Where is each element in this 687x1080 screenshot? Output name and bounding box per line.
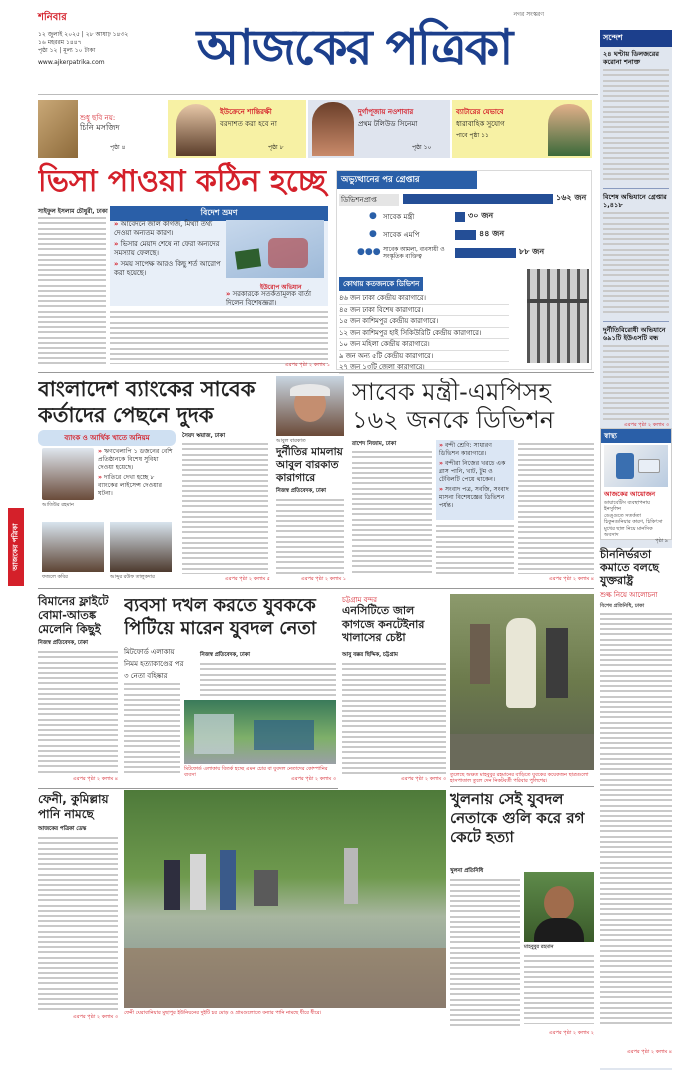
barkat-cont: এরপর পৃষ্ঠা ২ কলাম ১ xyxy=(300,576,346,582)
masthead-edition: নগর সংস্করণ xyxy=(513,11,544,18)
prison-image xyxy=(527,269,589,363)
teaser-strip xyxy=(38,100,590,158)
visa-point-4-text: সরকারকে সতর্কতামূলক বার্তা দিলেন বিশেষজ্ঞরা। xyxy=(226,290,311,307)
bb-point-1: » ঋণখেলাপি ১ ডজনের বেশি প্রতিষ্ঠানকে বিশেষ সুবিধা দেওয়া হয়েছে। xyxy=(98,448,173,471)
health-page: পৃষ্ঠা ৯ xyxy=(655,538,668,545)
health-item-4[interactable]: মুখের ছাল নিয়ে মানসিক অবসাদ xyxy=(604,525,653,539)
bb-headline-1: বাংলাদেশ ব্যাংকের সাবেক xyxy=(38,377,256,401)
masthead-logo: আজকের পত্রিকা xyxy=(196,18,512,76)
jubodal-headline-1: ব্যবসা দখল করতে যুবককে xyxy=(124,595,316,616)
arrest-bar-row xyxy=(339,227,589,243)
mitford-caption: মিটফোর্ড এলাকায় বিতর্ক হচ্ছে এমন চোর বা যুবদল নেতাদের কোম্পানির ব্যবসা xyxy=(184,766,328,779)
division-body-2 xyxy=(436,522,514,574)
bb-point-1-text: ঋণখেলাপি ১ ডজনের বেশি প্রতিষ্ঠানকে বিশেষ সুবিধা দেওয়া হয়েছে। xyxy=(98,448,173,471)
visa-point-1: » আবেদনে জাল কাগজ, মিথ্যা তথ্য দেওয়া অন্যতম কারণ। xyxy=(114,220,213,237)
masthead-url[interactable]: www.ajkerpatrika.com xyxy=(38,59,105,66)
visa-box xyxy=(110,206,328,306)
teaser-1-image xyxy=(38,100,78,158)
visa-body-2 xyxy=(110,308,328,364)
barkat-body xyxy=(276,496,344,574)
visa-point-4: » সরকারকে সতর্কতামূলক বার্তা দিলেন বিশেষজ্ঞরা। xyxy=(226,290,311,307)
barkat-name: আবুল বারকাত xyxy=(276,438,306,444)
teaser-4[interactable] xyxy=(452,100,592,158)
division-body-1 xyxy=(352,448,432,574)
visa-byline: সাইফুল ইসলাম চৌধুরী, ঢাকা xyxy=(38,208,108,215)
arrest-bar xyxy=(455,248,516,258)
sandesh-headline-1[interactable]: ২৪ ঘণ্টায় ডিলজরের করোনা শনাক্ত xyxy=(603,50,659,66)
bb-point-2-text: দাতিরে দেখা হচ্ছে ৮ ব্যাংকের লাইসেন্স দেওয়ার ঘটনা। xyxy=(98,474,163,497)
visa-body-1 xyxy=(38,214,106,364)
plane-body xyxy=(38,648,118,774)
ctg-cont: এরপর পৃষ্ঠা ২ কলাম ৩ xyxy=(400,776,446,782)
teaser-3-page: পৃষ্ঠা ১০ xyxy=(412,144,432,151)
bb-byline: সৈয়দ ঋয়াজ, ঢাকা xyxy=(182,433,226,439)
teaser-4-image xyxy=(548,104,590,156)
bb-name-atiur: আতিউর রহমান xyxy=(42,502,74,508)
masthead-left-info xyxy=(38,10,150,67)
sandesh-headline-3[interactable]: দুর্নীতিবিরোধী অভিযানে ৬৯১টি ইউএসটি বন্ধ xyxy=(603,326,666,342)
health-item-3[interactable]: চিকুনগুনিয়ার কারণ, চিকিৎসা xyxy=(604,519,663,526)
teaser-2[interactable] xyxy=(168,100,306,158)
khulna-cont: এরপর পৃষ্ঠা ২ কলাম ২ xyxy=(548,1030,594,1036)
arrest-bar-row xyxy=(339,245,589,261)
barkat-byline: নিজস্ব প্রতিবেদক, ঢাকা xyxy=(276,488,326,494)
teaser-2-page: পৃষ্ঠা ৮ xyxy=(268,144,284,151)
visa-point-3-text: সময় সাপেক্ষ আরও কিছু শর্ত আরোপ করা হয়েছে। xyxy=(114,260,221,277)
bb-headline-2: কর্তাদের পেছনে দুদক xyxy=(38,403,214,427)
arrest-bar xyxy=(455,230,476,240)
mitford-photo xyxy=(184,700,336,764)
bb-box xyxy=(38,430,176,582)
khulna-body-1 xyxy=(450,876,520,1026)
bb-name-fazle: ফজলে কবির xyxy=(42,574,68,580)
khulna-byline: খুলনা প্রতিনিধি xyxy=(450,868,484,874)
sandesh-head: সন্দেশ xyxy=(600,30,672,47)
teaser-4-title: ব্যাটারের যেভাবে xyxy=(456,108,504,116)
khulna-name: মাহবুবুর রহমান xyxy=(524,944,554,950)
teaser-3-image xyxy=(312,102,354,156)
arrest-bar-label: সাবেক আমলা, ব্যবসায়ী ও সংস্কৃতিক ব্যক্তিত্ব xyxy=(383,247,445,260)
division-box xyxy=(436,440,514,520)
visa-map-caption: ইউরোপ অভিযান xyxy=(260,284,302,291)
plane-cont: এরপর পৃষ্ঠা ২ কলাম ৪ xyxy=(72,776,118,782)
teaser-4-sub: ধারাবাহিক সুযোগ xyxy=(456,120,505,128)
china-byline: বিশেষ প্রতিনিধি, ঢাকা xyxy=(600,603,645,609)
flood-photo-caption: ফেনী ঘেরাবানিয়ার মুছাপুর ইউনিয়নের দুইটি চর মোড় ও গ্রামগুলোতে বন্যার পানি নামছে ধীরে ধীরে। xyxy=(124,1010,322,1016)
visa-point-3: » সময় সাপেক্ষ আরও কিছু শর্ত আরোপ করা হয়েছে। xyxy=(114,260,221,277)
bb-box-title: ব্যাংক ও আর্থিক খাতে অনিয়ম xyxy=(38,430,176,446)
health-item-1[interactable]: ডায়াবেটিস ব্যবস্থাপনায় ইনসুলিন xyxy=(604,500,650,513)
arrest-bar-value: ৪৪ জন xyxy=(479,229,505,238)
arrest-where-item: ৪৬ জন ঢাকা কেন্দ্রীয় কারাগারে। xyxy=(339,293,509,305)
china-sub: শুল্ক নিয়ে আলোচনা xyxy=(600,591,658,599)
flood-photo xyxy=(124,790,446,1008)
person-icon: ● xyxy=(369,211,377,221)
masthead-pages-price: পৃষ্ঠা ১২ | মূল্য ১০ টাকা xyxy=(38,47,96,54)
bb-name-rouf: আব্দুর রউফ তালুকদার xyxy=(110,574,155,580)
china-headline[interactable]: চীননির্ভরতা কমাতে বলছে যুক্তরাষ্ট্র xyxy=(600,548,659,587)
feni-headline[interactable]: ফেনী, কুমিল্লায় পানি নামছে xyxy=(38,792,109,821)
jubodal-sub-3: ৩ নেতা বহিষ্কার xyxy=(124,672,168,680)
arrest-bar-label: সাবেক মন্ত্রী xyxy=(383,213,415,221)
ctg-kicker: চট্টগ্রাম বন্দর xyxy=(342,596,377,604)
arrest-where-item: ৯ জন অন্য ৫টি কেন্দ্রীয় কারাগারে। xyxy=(339,351,509,363)
plane-headline[interactable]: বিমানের ফ্লাইটে বোমা-আতঙ্ক মেলেনি কিছুই xyxy=(38,594,109,636)
arrest-where-item: ২৭ জন ১৩টি জেলা কারাগারে। xyxy=(339,362,509,374)
arrest-where-item: ১২ জন কাশিমপুর হাই সিকিউরিটি কেন্দ্রীয় কারাগারে। xyxy=(339,328,509,340)
feni-cont: এরপর পৃষ্ঠা ২ কলাম ৩ xyxy=(72,1014,118,1020)
bb-body xyxy=(182,440,268,574)
division-headline-1: সাবেক মন্ত্রী-এমপিসহ xyxy=(352,378,551,406)
side-band-label: আজকের পত্রিকা xyxy=(12,523,21,571)
china-story xyxy=(600,548,672,1068)
division-headline[interactable] xyxy=(352,378,596,434)
teaser-3-sub: প্রথম টলিউড সিনেমা xyxy=(358,120,418,128)
visa-point-2-text: ভিসার মেয়াদ শেষে না ফেরা অন্যদের সমস্যায় ফেলছে। xyxy=(114,240,220,257)
side-band xyxy=(8,508,24,586)
jubodal-byline: নিজস্ব প্রতিবেদক, ঢাকা xyxy=(200,652,250,658)
arrest-bar-row xyxy=(339,191,589,207)
feni-byline: আজকের পত্রিকা ডেস্ক xyxy=(38,826,87,832)
jubodal-body-2 xyxy=(200,660,336,700)
ctg-byline: আবু বক্কর ছিদ্দিক, চট্টগ্রাম xyxy=(342,652,398,658)
barkat-headline[interactable]: দুর্নীতির মামলায় আবুল বারকাত কারাগারে xyxy=(276,446,343,484)
bb-photo-fazle xyxy=(42,522,104,572)
china-cont: এরপর পৃষ্ঠা ২ কলাম ৪ xyxy=(626,1049,672,1056)
jubodal-headline-2: পিটিয়ে মারেন যুবদল নেতা xyxy=(124,618,317,639)
arrest-infographic xyxy=(336,170,592,370)
khulna-portrait xyxy=(524,872,594,942)
bb-cont: এরপর পৃষ্ঠা ২ কলাম ৫ xyxy=(224,576,270,582)
teaser-4-page: পাবে পৃষ্ঠা ১১ xyxy=(456,132,489,139)
teaser-1-title: শুধু ছবি নয়: xyxy=(80,114,116,122)
plane-byline: নিজস্ব প্রতিবেদক, ঢাকা xyxy=(38,640,88,646)
division-point-2-text: বন্দীরা নিজের খরচে এক গ্লাস পানি, খাট, টুম ও টেবিলটি পেয়ে থাকেন। xyxy=(439,460,506,483)
health-box xyxy=(600,428,672,545)
visa-point-1-text: আবেদনে জাল কাগজ, মিথ্যা তথ্য দেওয়া অন্যতম কারণ। xyxy=(114,220,213,237)
bb-headline[interactable] xyxy=(38,376,268,428)
sandesh-cont: এরপর পৃষ্ঠা ২ কলাম ৩ xyxy=(623,422,669,428)
division-point-2: » বন্দীরা নিজের খরচে এক গ্লাস পানি, খাট, টুম ও টেবিলটি পেয়ে থাকেন। xyxy=(439,460,506,483)
masthead-date: ১২ জুলাই ২০২৫ | ২৮ আষাঢ় ১৪৩২ xyxy=(38,31,129,38)
person-icon: ●●● xyxy=(357,247,381,257)
division-point-3: » সংবাদ পত্র, সবজি, সংবাদ মাসনা বিশেষজ্ঞের ডিভিশন পর্যন্ত। xyxy=(439,486,509,509)
division-point-1: » বন্দী শ্রেণি: সাধারণ ডিভিশন কারাগারে। xyxy=(439,442,492,457)
teaser-3[interactable] xyxy=(308,100,450,158)
masthead-hijri: ১৬ মহররম ১৪৪৭ xyxy=(38,39,82,46)
jubodal-headline[interactable] xyxy=(124,594,336,642)
teaser-1-page: পৃষ্ঠা ৪ xyxy=(110,144,126,151)
arrest-title: অভ্যুত্থানের পর গ্রেপ্তার xyxy=(337,171,477,189)
khulna-body-2 xyxy=(524,952,594,1024)
visa-point-2: » ভিসার মেয়াদ শেষে না ফেরা অন্যদের সমস্যায় ফেলছে। xyxy=(114,240,220,257)
bb-photo-rouf xyxy=(110,522,172,572)
teaser-2-sub: বরদাশত করা হবে না xyxy=(220,120,277,128)
bb-photo-atiur xyxy=(42,448,94,500)
health-item-2[interactable]: ডেঙ্গুতে সতর্কতা xyxy=(604,512,641,519)
division-byline: রাশেদ নিজাম, ঢাকা xyxy=(352,441,397,447)
arrest-bar-value: ৩০ জন xyxy=(468,211,494,220)
arrest-bar-value: ১৬২ জন xyxy=(556,193,587,202)
arrest-where-item: ৪৫ জন ঢাকা বিশেষ কারাগারে। xyxy=(339,305,509,317)
arrest-where-item: ১৫ জন কাশিমপুর কেন্দ্রীয় কারাগারে। xyxy=(339,316,509,328)
teaser-2-image xyxy=(176,104,216,156)
teaser-3-title: দুর্গাপূজায় নওশাবার xyxy=(358,108,414,116)
khulna-photo xyxy=(450,594,594,770)
khulna-photo-caption: তুলেছে অক্ষত মাহবুবুর রহমানের বাড়িতে যুবকের কয়েকজন ছাত্রগুলো হাসপাতাল তুলে দেন নিকটবর্তী পরিবার পুলিশের। xyxy=(450,772,589,785)
arrest-bar-value: ৮৮ জন xyxy=(519,247,545,256)
division-point-3-text: সংবাদ পত্র, সবজি, সংবাদ মাসনা বিশেষজ্ঞের ডিভিশন পর্যন্ত। xyxy=(439,486,509,509)
masthead-day: শনিবার xyxy=(38,12,67,23)
division-headline-2: ১৬২ জনকে ডিভিশন xyxy=(352,406,555,434)
sandesh-headline-2[interactable]: বিশেষ অভিযানে গ্রেপ্তার ১,৪১৮ xyxy=(603,193,667,209)
barkat-photo xyxy=(276,376,344,436)
arrest-bar-label: সাবেক এমপি xyxy=(383,231,420,239)
arrest-bar xyxy=(455,212,465,222)
visa-map-image xyxy=(226,220,324,278)
arrest-bar xyxy=(403,194,553,204)
teaser-1[interactable] xyxy=(38,100,166,158)
visa-box-title: বিদেশ ভ্রমণ xyxy=(110,206,328,221)
visa-cont: এরপর পৃষ্ঠা ২ কলাম ১ xyxy=(284,362,330,368)
jubodal-sub-1: মিটফোর্ড এলাকায় xyxy=(124,648,175,656)
division-body-3 xyxy=(518,440,594,574)
visa-headline[interactable]: ভিসা পাওয়া কঠিন হচ্ছে xyxy=(38,164,327,199)
arrest-bar-chart xyxy=(339,189,589,269)
teaser-2-title: ইউক্রেনে শান্তিরক্ষী xyxy=(220,108,272,116)
jubodal-sub-2: নিমম হত্যাকাণ্ডের পর xyxy=(124,660,184,668)
jubodal-body-1 xyxy=(124,680,180,776)
health-ayojan-title: আজকের আয়োজন xyxy=(604,490,656,498)
health-box-title: স্বাস্থ্য xyxy=(601,429,671,443)
arrest-bar-row xyxy=(339,209,589,225)
division-cont: এরপর পৃষ্ঠা ২ কলাম ৪ xyxy=(548,576,594,582)
arrest-where-title: কোথায় কতজনকে ডিভিশন xyxy=(339,277,423,291)
bb-point-2: » দাতিরে দেখা হচ্ছে ৮ ব্যাংকের লাইসেন্স দেওয়ার ঘটনা। xyxy=(98,474,163,497)
teaser-1-sub: চিনি মসজিদ xyxy=(80,123,120,132)
arrest-where-item: ১০ জন মহিলা কেন্দ্রীয় কারাগারে। xyxy=(339,339,509,351)
khulna-headline[interactable]: খুলনায় সেই যুবদল নেতাকে গুলি করে রগ কেটে হত্যা xyxy=(450,790,585,846)
division-point-1-text: বন্দী শ্রেণি: সাধারণ ডিভিশন কারাগারে। xyxy=(439,442,492,457)
health-box-image xyxy=(604,445,668,487)
jubodal-cont: এরপর পৃষ্ঠা ২ কলাম ৩ xyxy=(290,776,336,782)
ctg-headline[interactable]: এনসিটিতে জাল কাগজে কনটেইনার খালাসের চেষ্টা xyxy=(342,604,425,644)
arrest-bar-label: ডিভিশনপ্রাপ্ত xyxy=(339,194,399,206)
ctg-body xyxy=(342,660,446,774)
feni-body xyxy=(38,834,118,1012)
person-icon: ● xyxy=(369,229,377,239)
